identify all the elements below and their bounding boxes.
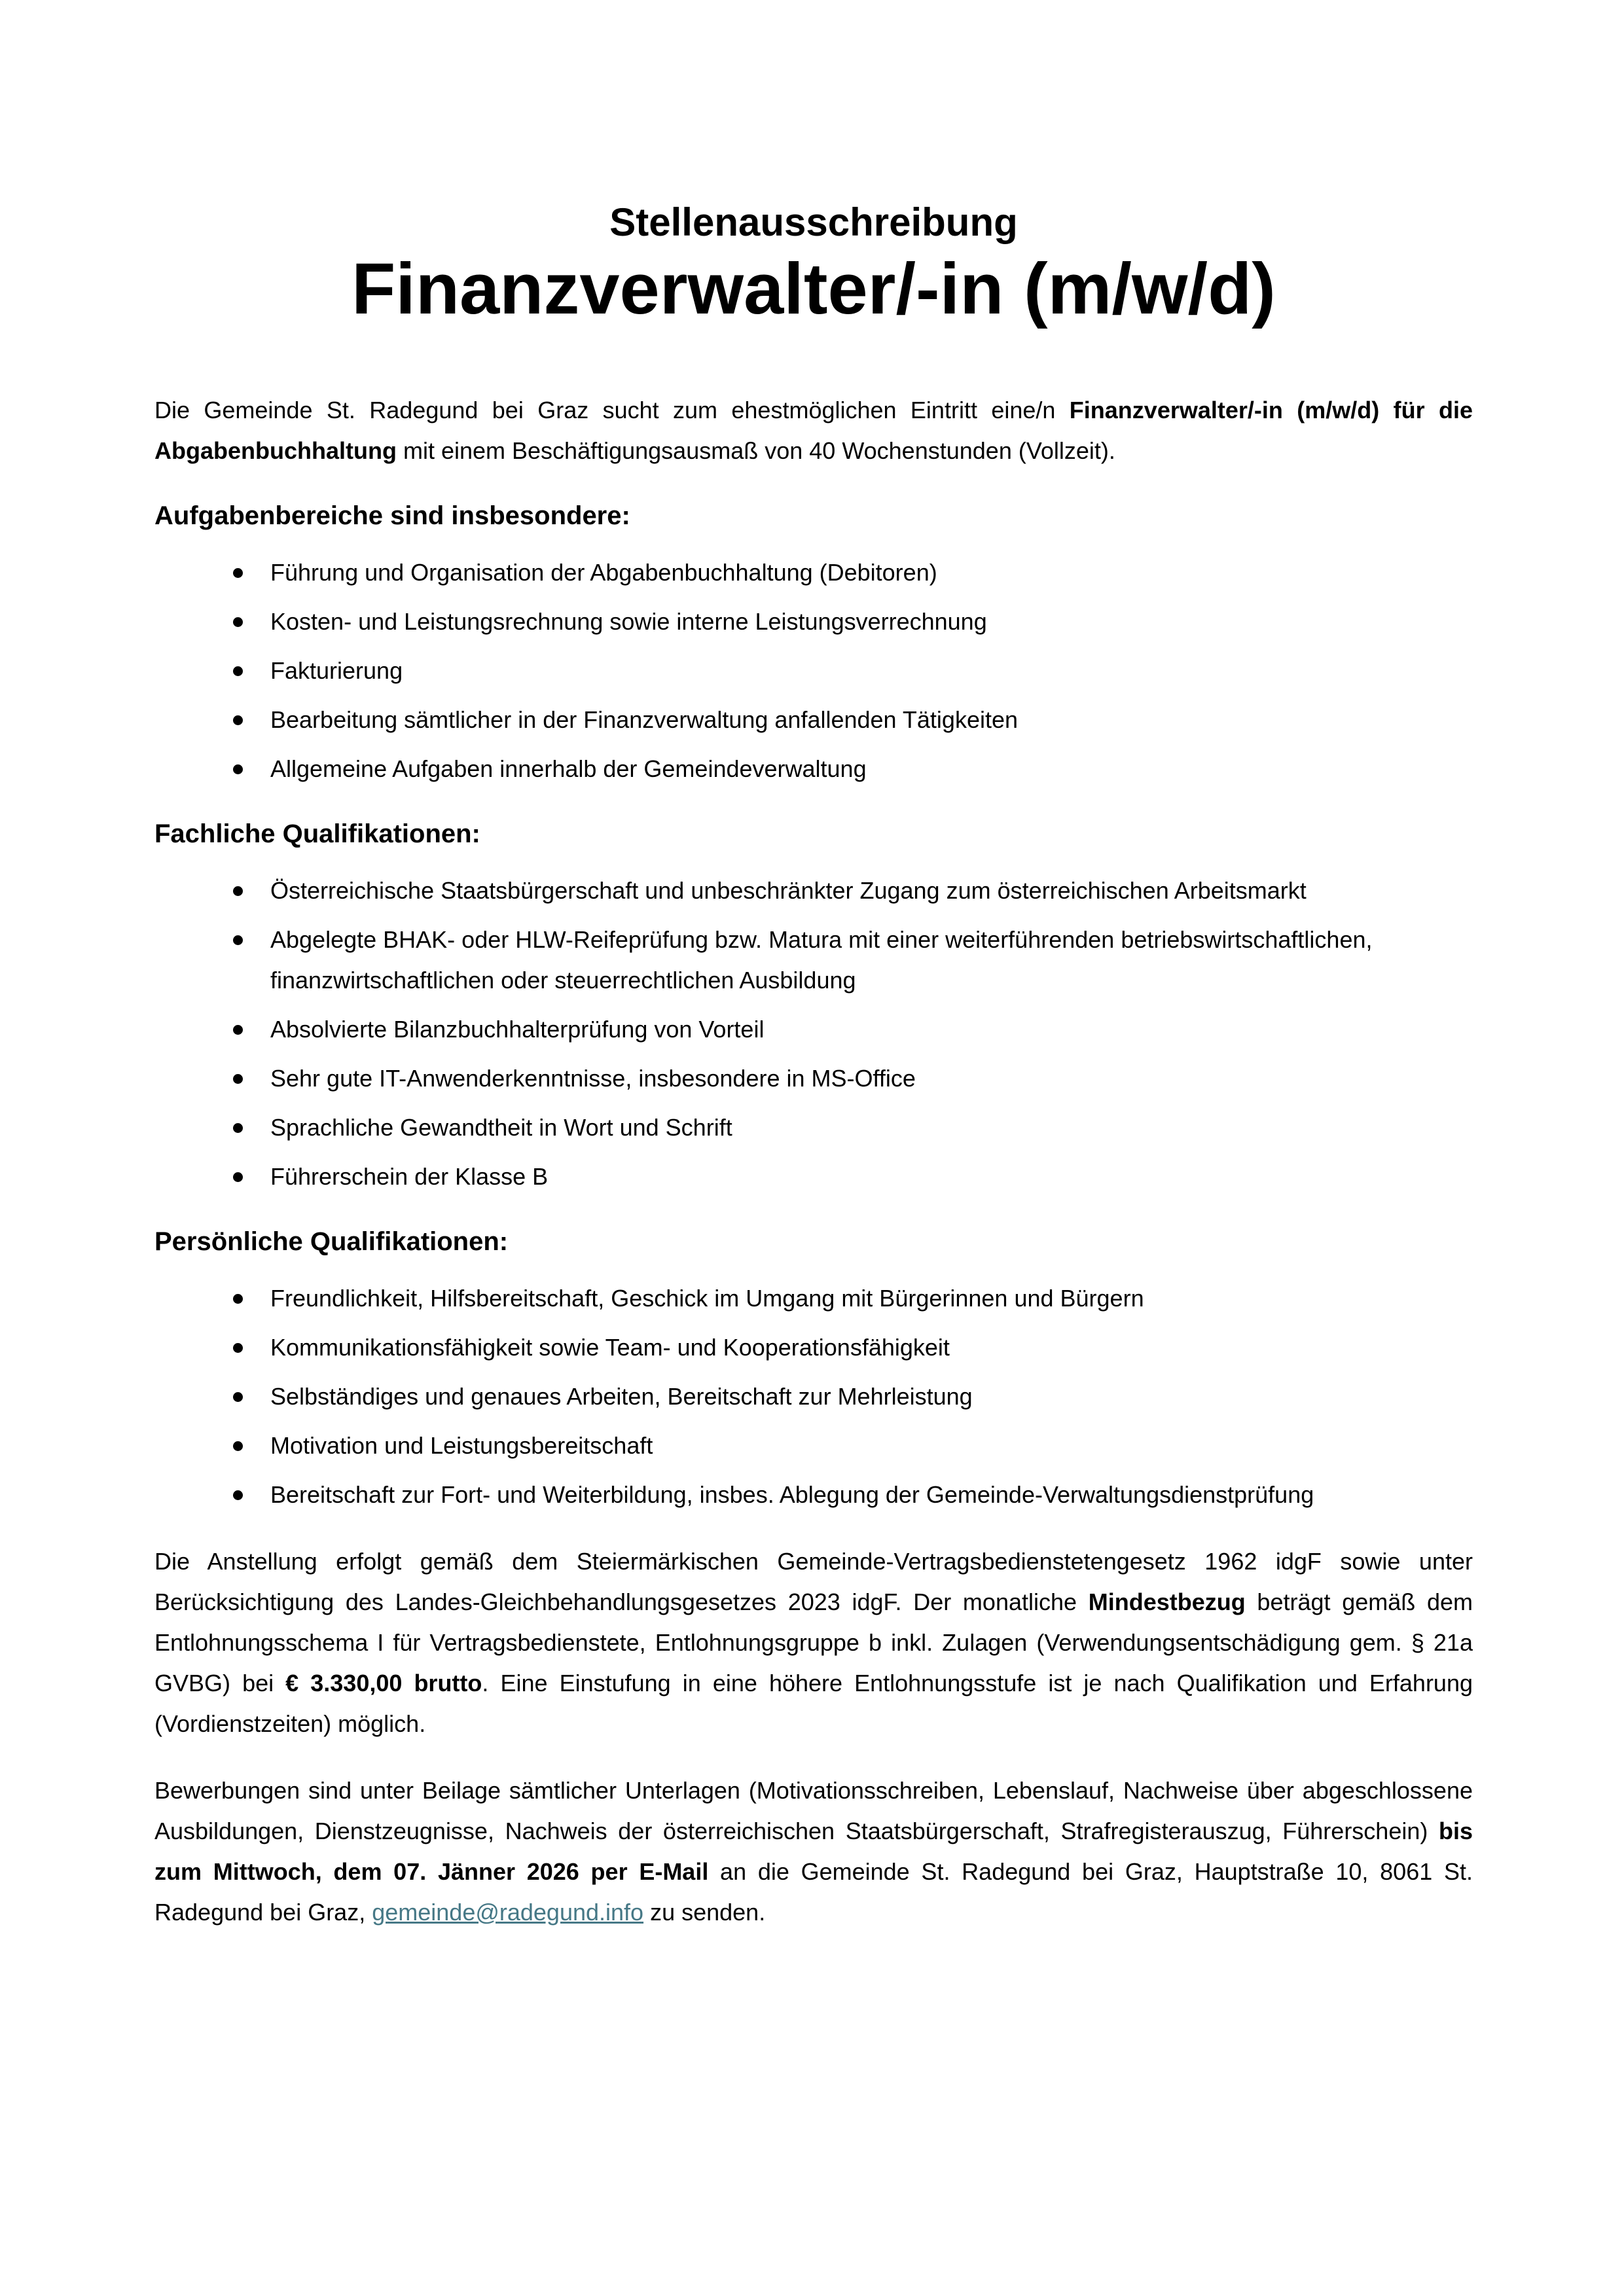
employment-text-mid: beträgt gemäß dem Entlohnungsschema I für Vertragsbedienstete, Entlohnungsgruppe b inkl. Zulagen (Verwendungsentschädigung gem. § 21a GVBG) bei bbox=[154, 1588, 1473, 1696]
application-address: an die Gemeinde St. Radegund bei Graz, Hauptstraße 10, 8061 St. Radegund bei Graz, bbox=[154, 1858, 1473, 1926]
document-header bbox=[154, 196, 1473, 330]
list-item-text: Sehr gute IT-Anwenderkenntnisse, insbesondere in MS-Office bbox=[270, 1065, 916, 1092]
personal-qualifications-list bbox=[154, 1278, 1473, 1515]
list-item-text: Führung und Organisation der Abgabenbuchhaltung (Debitoren) bbox=[270, 559, 937, 586]
bullet-icon bbox=[233, 1343, 243, 1353]
bullet-icon bbox=[233, 1392, 243, 1402]
employment-text: Die Anstellung erfolgt gemäß dem Steiermärkischen Gemeinde-Vertragsbedienstetengesetz 1962 idgF sowie unter Berücksichtigung des Landes-Gleichbehandlungsgesetzes 2023 idgF. Der monatliche bbox=[154, 1548, 1473, 1615]
list-item-text: Kosten- und Leistungsrechnung sowie interne Leistungsverrechnung bbox=[270, 608, 987, 635]
bullet-icon bbox=[233, 764, 243, 774]
bullet-icon bbox=[233, 715, 243, 725]
list-item-text: Fakturierung bbox=[270, 657, 403, 684]
list-item-text: Bereitschaft zur Fort- und Weiterbildung, insbes. Ablegung der Gemeinde-Verwaltungsdienstprüfung bbox=[270, 1481, 1314, 1508]
list-item bbox=[154, 749, 1473, 789]
list-item-text: Österreichische Staatsbürgerschaft und unbeschränkter Zugang zum österreichischen Arbeitsmarkt bbox=[270, 877, 1307, 904]
list-item bbox=[154, 651, 1473, 691]
list-item bbox=[154, 1426, 1473, 1466]
list-item bbox=[154, 1327, 1473, 1368]
list-item-text: Sprachliche Gewandtheit in Wort und Schrift bbox=[270, 1114, 732, 1141]
bullet-icon bbox=[233, 1074, 243, 1084]
professional-qualifications-list bbox=[154, 870, 1473, 1197]
bullet-icon bbox=[233, 666, 243, 676]
list-item bbox=[154, 1058, 1473, 1099]
bullet-icon bbox=[233, 617, 243, 627]
document-subtitle: Stellenausschreibung bbox=[609, 200, 1018, 244]
intro-text-end: mit einem Beschäftigungsausmaß von 40 Wochenstunden (Vollzeit). bbox=[396, 437, 1115, 464]
email-link[interactable]: gemeinde@radegund.info bbox=[372, 1899, 644, 1926]
minimum-salary-label: Mindestbezug bbox=[1088, 1588, 1246, 1615]
list-item bbox=[154, 1376, 1473, 1417]
bullet-icon bbox=[233, 1025, 243, 1035]
list-item bbox=[154, 920, 1473, 1001]
list-item bbox=[154, 552, 1473, 593]
bullet-icon bbox=[233, 568, 243, 578]
list-item bbox=[154, 1107, 1473, 1148]
application-text: Bewerbungen sind unter Beilage sämtlicher Unterlagen (Motivationsschreiben, Lebenslauf, Nachweise über abgeschlossene Ausbildungen, Dienstzeugnisse, Nachweis der österreichischen Staatsbürgerschaft, Strafregisterauszug, Führerschein) bbox=[154, 1777, 1473, 1844]
bullet-icon bbox=[233, 1441, 243, 1451]
section-heading-professional-qualifications: Fachliche Qualifikationen: bbox=[154, 819, 480, 848]
list-item-text: Motivation und Leistungsbereitschaft bbox=[270, 1432, 653, 1459]
section-heading-personal-qualifications: Persönliche Qualifikationen: bbox=[154, 1227, 509, 1256]
employment-paragraph bbox=[154, 1541, 1473, 1744]
application-paragraph bbox=[154, 1770, 1473, 1933]
intro-text: Die Gemeinde St. Radegund bei Graz sucht zum ehestmöglichen Eintritt eine/n bbox=[154, 397, 1070, 423]
list-item-text: Freundlichkeit, Hilfsbereitschaft, Geschick im Umgang mit Bürgerinnen und Bürgern bbox=[270, 1285, 1144, 1312]
list-item-text: Abgelegte BHAK- oder HLW-Reifeprüfung bzw. Matura mit einer weiterführenden betriebswirtschaftlichen, finanzwirtschaftlichen oder steuerrechtlichen Ausbildung bbox=[270, 926, 1373, 994]
list-item bbox=[154, 870, 1473, 911]
section-heading-tasks: Aufgabenbereiche sind insbesondere: bbox=[154, 501, 630, 530]
list-item bbox=[154, 1157, 1473, 1197]
application-text-end: zu senden. bbox=[643, 1899, 766, 1926]
list-item bbox=[154, 700, 1473, 740]
salary-amount: € 3.330,00 brutto bbox=[285, 1670, 482, 1696]
list-item bbox=[154, 1009, 1473, 1050]
employment-text-end: . Eine Einstufung in eine höhere Entlohnungsstufe ist je nach Qualifikation und Erfahrung (Vordienstzeiten) möglich. bbox=[154, 1670, 1473, 1737]
list-item-text: Kommunikationsfähigkeit sowie Team- und Kooperationsfähigkeit bbox=[270, 1334, 950, 1361]
list-item bbox=[154, 1278, 1473, 1319]
bullet-icon bbox=[233, 1123, 243, 1133]
intro-paragraph bbox=[154, 390, 1473, 471]
bullet-icon bbox=[233, 1294, 243, 1304]
intro-position-bold: Finanzverwalter/-in (m/w/d) für die Abgabenbuchhaltung bbox=[154, 397, 1473, 464]
list-item-text: Bearbeitung sämtlicher in der Finanzverwaltung anfallenden Tätigkeiten bbox=[270, 706, 1019, 733]
document-page bbox=[154, 196, 1473, 1933]
tasks-list bbox=[154, 552, 1473, 789]
bullet-icon bbox=[233, 1172, 243, 1182]
bullet-icon bbox=[233, 886, 243, 896]
list-item-text: Absolvierte Bilanzbuchhalterprüfung von Vorteil bbox=[270, 1016, 765, 1043]
application-deadline: bis zum Mittwoch, dem 07. Jänner 2026 per E-Mail bbox=[154, 1818, 1473, 1885]
list-item bbox=[154, 601, 1473, 642]
job-title: Finanzverwalter/-in (m/w/d) bbox=[352, 249, 1276, 329]
bullet-icon bbox=[233, 1490, 243, 1500]
list-item-text: Führerschein der Klasse B bbox=[270, 1163, 549, 1190]
list-item bbox=[154, 1475, 1473, 1515]
list-item-text: Selbständiges und genaues Arbeiten, Bereitschaft zur Mehrleistung bbox=[270, 1383, 973, 1410]
list-item-text: Allgemeine Aufgaben innerhalb der Gemeindeverwaltung bbox=[270, 755, 867, 782]
bullet-icon bbox=[233, 935, 243, 945]
